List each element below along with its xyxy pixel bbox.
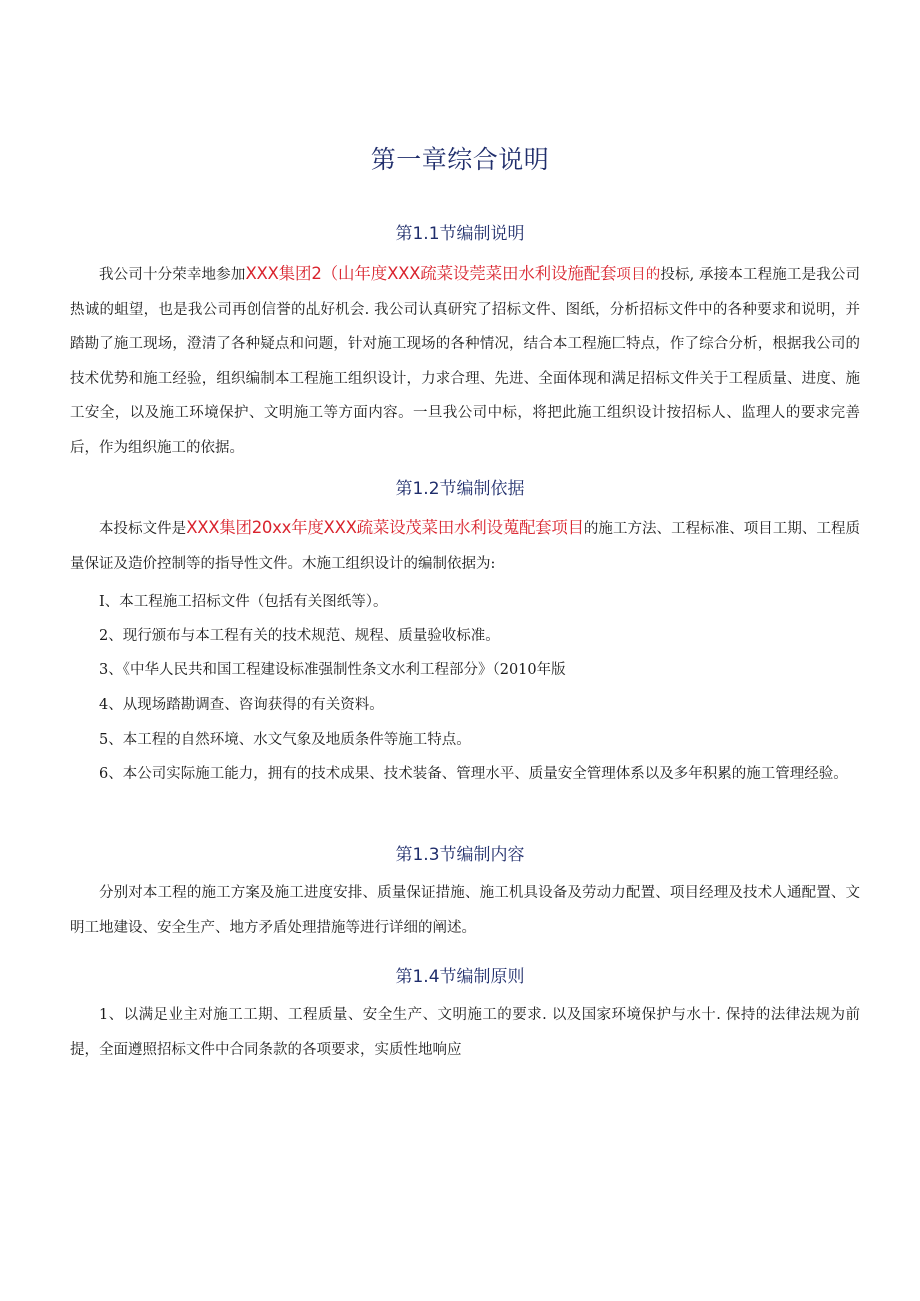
basis-item-3: 3、《中华人民共和国工程建设标准强制性条文水利工程部分》（2010年版 — [99, 662, 566, 678]
s1-text-pre: 我公司十分荣幸地参加 — [99, 267, 246, 283]
basis-item-1: I、本工程施工招标文件（包括有关图纸等）。 — [99, 594, 388, 610]
basis-item-2: 2、现行颁布与本工程有关的技术规范、规程、质量验收标准。 — [99, 628, 500, 644]
basis-item-4: 4、从现场踏勘调查、咨询获得的有关资料。 — [99, 697, 384, 713]
section-1-1-paragraph — [70, 257, 860, 465]
section-title-1-1: 第1.1节编制说明 — [395, 224, 525, 244]
basis-item-6: 6、本公司实际施工能力，拥有的技术成果、技术装备、管理水平、质量安全管理体系以及多年积累的施工管理经验。 — [99, 766, 848, 782]
s2-text-post: 的施工方法、工程标准、项目工期、工程质量保证及造价控制等的指导性文件。木施工组织设计的编制依据为: — [70, 521, 861, 572]
chapter-title: 第一章综合说明 — [370, 145, 550, 174]
section-title-1-2: 第1.2节编制依据 — [395, 479, 525, 499]
basis-item-5: 5、本工程的自然环境、水文气象及地质条件等施工特点。 — [99, 732, 471, 748]
s2-text-pre: 本投标文件是 — [99, 521, 187, 537]
s2-project-name: XXX集团20xx年度XXX疏菜设茂菜田水利设蒐配套项目 — [186, 518, 584, 537]
s1-project-suffix: 项目的 — [616, 267, 661, 283]
section-1-4-paragraph: 1、以满足业主对施工工期、工程质量、安全生产、文明施工的要求. 以及国家环境保护与水十. 保持的法律法规为前提，全面遵照招标文件中合同条款的各项要求，实质性地响应 — [70, 1007, 860, 1058]
section-1-2-paragraph — [70, 511, 860, 581]
section-title-1-4: 第1.4节编制原则 — [395, 967, 525, 987]
s1-text-post: 投标, 承接本工程施工是我公司热诚的蛆望，也是我公司再创信誉的乩好机会. 我公司认真研究了招标文件、图纸，分析招标文件中的各种要求和说明，并踏勘了施工现场，澄清了各种疑点和问题，针对施工现场的各种情况，结合本工程施匚特点，作了综合分析，根据我公司的技术优势和施工经验，组织编制本工程施工组织设计，力求合理、先进、全面体现和满足招标文件关于工程质量、进度、施工安全，以及施工环境保护、文明施工等方面内容。一旦我公司中标，将把此施工组织设计按招标人、监理人的要求完善后，作为组织施工的依据。 — [70, 267, 861, 456]
section-1-3-paragraph: 分别对本工程的施工方案及施工进度安排、质量保证措施、施工机具设备及劳动力配置、项目经理及技术人通配置、文明工地建设、安全生产、地方矛盾处理措施等进行详细的阐述。 — [70, 885, 860, 936]
section-title-1-3: 第1.3节编制内容 — [395, 845, 525, 865]
s1-project-name: XXX集团2（山年度XXX疏菜设莞菜田水利设施配套 — [245, 264, 617, 283]
